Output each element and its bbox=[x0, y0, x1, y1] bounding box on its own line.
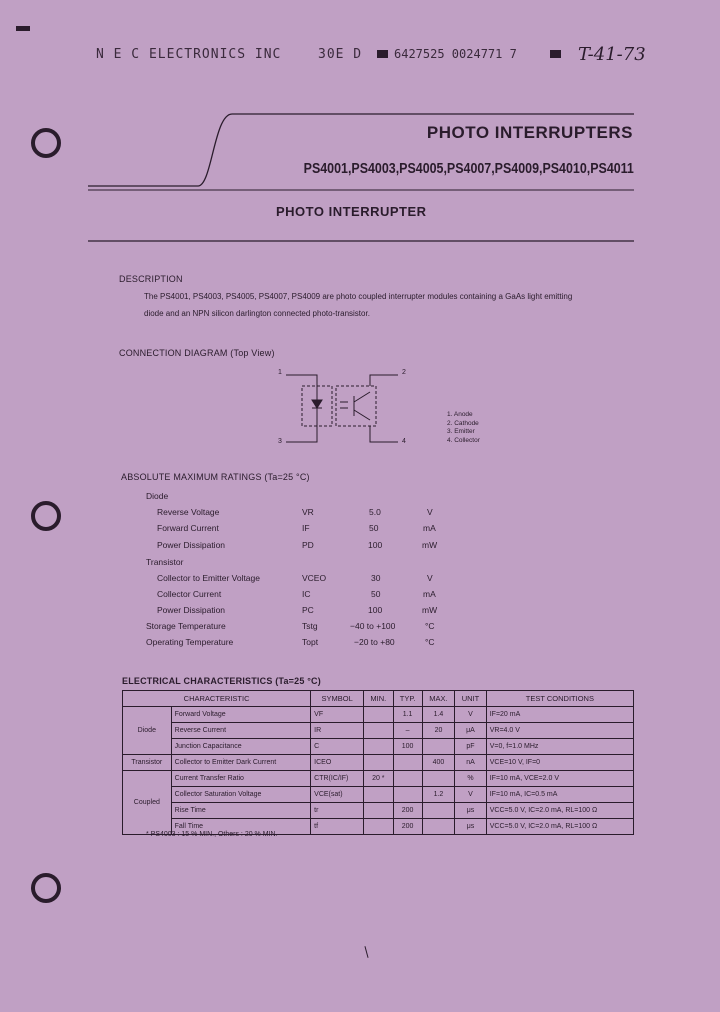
ec-header-row bbox=[123, 691, 634, 707]
amr-unit: mW bbox=[422, 605, 438, 615]
amr-param: Collector Current bbox=[157, 589, 222, 599]
amr-symbol: IF bbox=[302, 523, 310, 533]
ec-name: Reverse Current bbox=[171, 723, 311, 739]
description-line-2: diode and an NPN silicon darlington connected photo-transistor. bbox=[144, 309, 370, 318]
corner-mark bbox=[16, 26, 30, 31]
legend-emitter: 3. Emitter bbox=[447, 428, 475, 435]
ec-heading: ELECTRICAL CHARACTERISTICS (Ta=25 °C) bbox=[122, 676, 321, 686]
ec-name: Current Transfer Ratio bbox=[171, 771, 311, 787]
connection-diagram bbox=[270, 366, 420, 452]
amr-value: 5.0 bbox=[369, 507, 381, 517]
amr-value: 50 bbox=[369, 523, 379, 533]
ec-symbol: VF bbox=[311, 707, 364, 723]
amr-symbol: Tstg bbox=[302, 621, 318, 631]
amr-unit: mA bbox=[423, 589, 436, 599]
pin-3-label: 3 bbox=[278, 438, 282, 445]
ec-symbol: CTR(IC/IF) bbox=[311, 771, 364, 787]
ec-max bbox=[422, 803, 455, 819]
ec-min bbox=[364, 819, 393, 835]
ec-symbol: C bbox=[311, 739, 364, 755]
group-diode: Diode bbox=[123, 707, 172, 755]
pin-4-label: 4 bbox=[402, 438, 406, 445]
amr-value: 100 bbox=[368, 605, 383, 615]
col-min: MIN. bbox=[364, 691, 393, 707]
table-row bbox=[123, 739, 634, 755]
ec-max bbox=[422, 819, 455, 835]
col-symbol: SYMBOL bbox=[311, 691, 364, 707]
subtitle: PHOTO INTERRUPTER bbox=[276, 204, 427, 219]
col-conditions: TEST CONDITIONS bbox=[486, 691, 633, 707]
table-row bbox=[123, 707, 634, 723]
ec-table bbox=[122, 690, 634, 835]
ec-min bbox=[364, 723, 393, 739]
ec-footnote: * PS4003 : 15 % MIN., Others : 20 % MIN. bbox=[146, 831, 278, 838]
ec-symbol: ICEO bbox=[311, 755, 364, 771]
ec-cond: IF=20 mA bbox=[486, 707, 633, 723]
punch-hole-2 bbox=[31, 501, 61, 531]
amr-unit: V bbox=[427, 573, 433, 583]
group-coupled: Coupled bbox=[123, 771, 172, 835]
ec-symbol: IR bbox=[311, 723, 364, 739]
header-block-2 bbox=[550, 50, 561, 58]
ec-max: 1.4 bbox=[422, 707, 455, 723]
ec-typ: – bbox=[393, 723, 422, 739]
ec-name: Junction Capacitance bbox=[171, 739, 311, 755]
amr-transistor-label: Transistor bbox=[146, 557, 184, 567]
amr-diode-label: Diode bbox=[146, 491, 169, 501]
ec-unit: V bbox=[455, 787, 486, 803]
ec-name: Collector to Emitter Dark Current bbox=[171, 755, 311, 771]
ec-typ bbox=[393, 771, 422, 787]
amr-symbol: IC bbox=[302, 589, 311, 599]
ec-symbol: tr bbox=[311, 803, 364, 819]
amr-value: −20 to +80 bbox=[354, 637, 395, 647]
header-block-1 bbox=[377, 50, 388, 58]
amr-value: −40 to +100 bbox=[350, 621, 396, 631]
company-name: N E C ELECTRONICS INC bbox=[96, 47, 282, 62]
col-typ: TYP. bbox=[393, 691, 422, 707]
table-row bbox=[123, 803, 634, 819]
amr-value: 30 bbox=[371, 573, 381, 583]
header-docnum: 6427525 0024771 7 bbox=[394, 47, 517, 61]
ec-cond: VCE=10 V, IF=0 bbox=[486, 755, 633, 771]
ec-min bbox=[364, 707, 393, 723]
ec-max bbox=[422, 771, 455, 787]
ec-cond: V=0, f=1.0 MHz bbox=[486, 739, 633, 755]
ec-unit: pF bbox=[455, 739, 486, 755]
pin-legend bbox=[447, 411, 480, 445]
ec-cond: IF=10 mA, IC=0.5 mA bbox=[486, 787, 633, 803]
legend-cathode: 2. Cathode bbox=[447, 419, 479, 427]
ec-typ: 1.1 bbox=[393, 707, 422, 723]
ec-cond: VR=4.0 V bbox=[486, 723, 633, 739]
pin-2-label: 2 bbox=[402, 369, 406, 376]
pin-1-label: 1 bbox=[278, 369, 282, 376]
amr-symbol: VR bbox=[302, 507, 314, 517]
ec-symbol: tf bbox=[311, 819, 364, 835]
col-max: MAX. bbox=[422, 691, 455, 707]
ec-typ: 200 bbox=[393, 803, 422, 819]
ec-name: Rise Time bbox=[171, 803, 311, 819]
ec-name: Collector Saturation Voltage bbox=[171, 787, 311, 803]
description-heading: DESCRIPTION bbox=[119, 274, 183, 284]
table-row bbox=[123, 755, 634, 771]
table-row bbox=[123, 771, 634, 787]
ec-cond: VCC=5.0 V, IC=2.0 mA, RL=100 Ω bbox=[486, 819, 633, 835]
amr-param: Storage Temperature bbox=[146, 621, 226, 631]
amr-symbol: VCEO bbox=[302, 573, 327, 583]
ec-typ bbox=[393, 755, 422, 771]
ec-unit: μs bbox=[455, 803, 486, 819]
ec-min: 20 * bbox=[364, 771, 393, 787]
ec-min bbox=[364, 787, 393, 803]
amr-value: 100 bbox=[368, 540, 383, 550]
amr-param: Power Dissipation bbox=[157, 605, 226, 615]
ec-max: 1.2 bbox=[422, 787, 455, 803]
ec-typ: 100 bbox=[393, 739, 422, 755]
amr-unit: V bbox=[427, 507, 433, 517]
col-characteristic: CHARACTERISTIC bbox=[123, 691, 311, 707]
ec-min bbox=[364, 739, 393, 755]
ec-cond: VCC=5.0 V, IC=2.0 mA, RL=100 Ω bbox=[486, 803, 633, 819]
amr-param: Collector to Emitter Voltage bbox=[157, 573, 260, 583]
ec-max bbox=[422, 739, 455, 755]
description-line-1: The PS4001, PS4003, PS4005, PS4007, PS4009 are photo coupled interrupter modules containing a GaAs light emitting bbox=[144, 292, 573, 301]
amr-unit: mW bbox=[422, 540, 438, 550]
legend-collector: 4. Collector bbox=[447, 436, 480, 444]
amr-param: Forward Current bbox=[157, 523, 219, 533]
ec-unit: nA bbox=[455, 755, 486, 771]
ec-max: 400 bbox=[422, 755, 455, 771]
legend-anode: 1. Anode bbox=[447, 411, 473, 418]
model-list: PS4001,PS4003,PS4005,PS4007,PS4009,PS4010,PS4011 bbox=[303, 160, 634, 177]
ec-name: Fall Time bbox=[171, 819, 311, 835]
col-unit: UNIT bbox=[455, 691, 486, 707]
table-row bbox=[123, 723, 634, 739]
amr-value: 50 bbox=[371, 589, 381, 599]
amr-heading: ABSOLUTE MAXIMUM RATINGS (Ta=25 °C) bbox=[121, 472, 310, 482]
ec-unit: μA bbox=[455, 723, 486, 739]
ec-unit: μs bbox=[455, 819, 486, 835]
ec-unit: V bbox=[455, 707, 486, 723]
group-transistor: Transistor bbox=[123, 755, 172, 771]
amr-unit: °C bbox=[425, 637, 435, 647]
ec-typ: 200 bbox=[393, 819, 422, 835]
amr-param: Operating Temperature bbox=[146, 637, 234, 647]
amr-param: Power Dissipation bbox=[157, 540, 226, 550]
handwritten-code: T-41-73 bbox=[578, 44, 646, 65]
ec-cond: IF=10 mA, VCE=2.0 V bbox=[486, 771, 633, 787]
ec-min bbox=[364, 803, 393, 819]
ec-max: 20 bbox=[422, 723, 455, 739]
punch-hole-3 bbox=[31, 873, 61, 903]
amr-symbol: PC bbox=[302, 605, 314, 615]
ec-name: Forward Voltage bbox=[171, 707, 311, 723]
amr-unit: °C bbox=[425, 621, 435, 631]
amr-symbol: Topt bbox=[302, 637, 319, 647]
amr-symbol: PD bbox=[302, 540, 314, 550]
diagram-heading: CONNECTION DIAGRAM (Top View) bbox=[119, 348, 275, 358]
amr-unit: mA bbox=[423, 523, 436, 533]
ec-symbol: VCE(sat) bbox=[311, 787, 364, 803]
ec-unit: % bbox=[455, 771, 486, 787]
ec-min bbox=[364, 755, 393, 771]
stray-mark bbox=[364, 946, 368, 958]
ec-typ bbox=[393, 787, 422, 803]
table-row bbox=[123, 787, 634, 803]
page-title: PHOTO INTERRUPTERS bbox=[426, 123, 633, 142]
header-code: 30E D bbox=[318, 47, 363, 62]
amr-param: Reverse Voltage bbox=[157, 507, 220, 517]
